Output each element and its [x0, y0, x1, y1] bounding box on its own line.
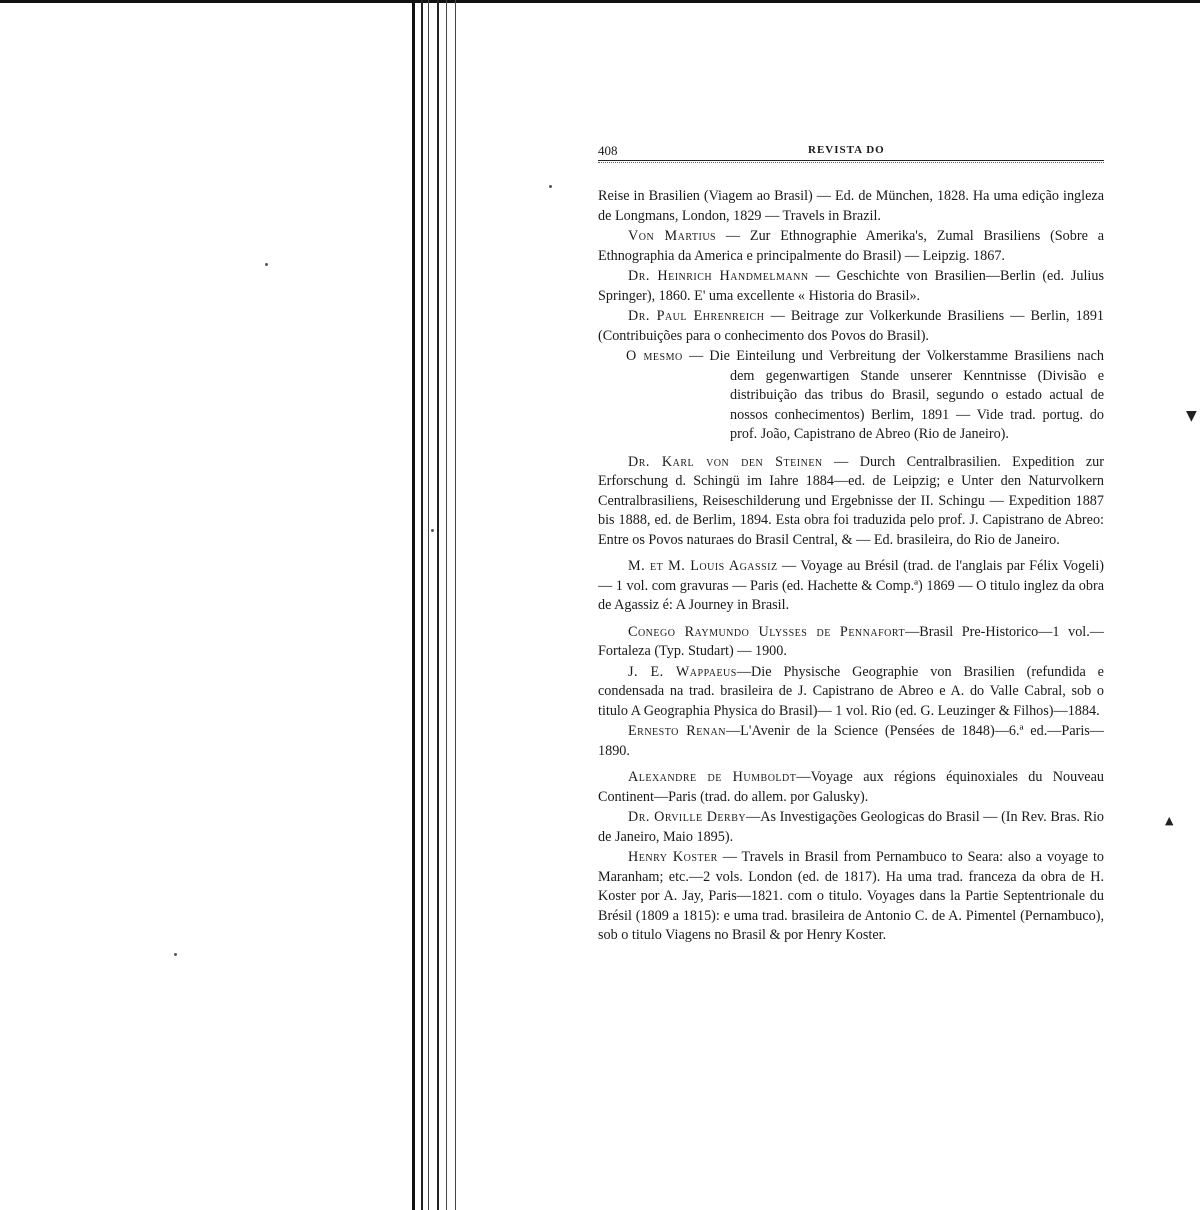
scan-speck	[174, 953, 177, 956]
entry-text: —Die Physische Geographie von Brasilien (refundida e condensada na trad. brasileira de J. Capistrano de Abreo e A. do Valle Cabral, sob o titulo A Geographia Physica do Brasil)— 1 vol. Rio (ed. G. Leuzinger & Filhos)—1884.	[598, 663, 1104, 719]
scan-top-edge	[0, 0, 1200, 3]
bibliography-entry	[598, 768, 1104, 807]
bibliography-list	[598, 187, 1104, 946]
entry-text: Reise in Brasilien (Viagem ao Brasil) — Ed. de München, 1828. Ha uma edição ingleza de Longmans, London, 1829 — Travels in Brazil.	[598, 188, 1104, 224]
entry-text: —Brasil Pre-Historico—1 vol.— Fortaleza (Typ. Studart) — 1900.	[598, 623, 1104, 659]
entry-text: — Geschichte von Brasilien—Berlin (ed. Julius Springer), 1860. E' uma excellente « Historia do Brasil».	[598, 268, 1104, 304]
bibliography-entry	[626, 347, 1105, 445]
bibliography-entry	[598, 848, 1104, 946]
entry-author: Dr. Karl von den Steinen	[628, 453, 823, 470]
bibliography-entry	[598, 307, 1104, 346]
bibliography-entry	[598, 663, 1104, 722]
entry-author: Ernesto Renan	[628, 723, 726, 739]
entry-text: — Zur Ethnographie Amerika's, Zumal Brasiliens (Sobre a Ethnographia da America e principalmente do Brasil) — Leipzig. 1867.	[598, 228, 1104, 264]
entry-text: — Travels in Brasil from Pernambuco to Seara: also a voyage to Maranham; etc.—2 vols. London (ed. de 1817). Ha uma trad. franceza da obra de H. Koster por A. Jay, Paris—1821. com o titulo. Voyages dans la Partie Septentrionale du Brésil (1809 a 1815): e uma trad. brasileira de Antonio C. de A. Pimentel (Pernambuco), sob o titulo Viagens no Brasil & por Henry Koster.	[598, 849, 1104, 943]
entry-author: Henry Koster	[628, 849, 718, 865]
bibliography-entry	[598, 227, 1104, 266]
entry-text: —Voyage aux régions équinoxiales du Nouveau Continent—Paris (trad. do allem. por Galusky).	[598, 769, 1104, 805]
entry-text: —L'Avenir de la Science (Pensées de 1848)—6.ª ed.—Paris—1890.	[598, 723, 1104, 759]
running-head	[598, 140, 1104, 160]
entry-author: Von Martius	[628, 228, 717, 244]
book-gutter-line	[437, 0, 439, 1210]
bibliography-entry	[598, 453, 1104, 551]
entry-author: M. et M. Louis Agassiz	[628, 558, 778, 574]
bibliography-entry	[598, 722, 1104, 761]
scan-speck	[265, 263, 268, 266]
page-number: 408	[598, 143, 618, 158]
book-gutter-line	[446, 0, 447, 1210]
bibliography-entry	[598, 623, 1104, 662]
entry-author: Conego Raymundo Ulysses de Pennafort	[628, 623, 906, 640]
entry-author: Dr. Paul Ehrenreich	[628, 308, 765, 324]
entry-author: Alexandre de Humboldt	[628, 769, 797, 785]
running-title: REVISTA DO	[808, 144, 885, 156]
scan-speck	[549, 185, 552, 188]
scan-speck	[431, 529, 434, 532]
bibliography-entry	[598, 557, 1104, 616]
entry-text: — Die Einteilung und Verbreitung der Volkerstamme Brasiliens nach dem gegenwartigen Stande unserer Kenntnisse (Divisão e distribuição das tribus do Brasil, segundo o estado actual de nossos conhecimentos) Berlim, 1891 — Vide trad. portug. do prof. João, Capistrano de Abreo (Rio de Janeiro).	[682, 348, 1105, 442]
entry-text: — Beitrage zur Volkerkunde Brasiliens — Berlin, 1891 (Contribuições para o conhecimento dos Povos do Brasil).	[598, 308, 1105, 344]
entry-author: Dr. Orville Derby	[628, 809, 747, 825]
margin-mark: ▼	[1186, 408, 1197, 424]
bibliography-entry	[598, 808, 1104, 847]
entry-text: —As Investigações Geologicas do Brasil — (In Rev. Bras. Rio de Janeiro, Maio 1895).	[598, 809, 1104, 845]
bibliography-entry	[598, 267, 1104, 306]
entry-text: — Durch Centralbrasilien. Expedition zur Erforschung d. Schingü im Iahre 1884—ed. de Leipzig; e Unter den Naturvolkern Centralbrasiliens, Reiseschilderung und Ergebnisse der II. Schingu — Expedition 1887 bis 1888, ed. de Berlim, 1894. Esta obra foi traduzida pelo prof. J. Capistrano de Abreo: Entre os Povos naturaes do Brasil Central, & — Ed. brasileira, do Rio de Janeiro.	[598, 453, 1104, 548]
entry-author: O mesmo	[626, 348, 683, 364]
bibliography-entry	[598, 187, 1104, 226]
book-gutter-line	[412, 0, 415, 1210]
entry-author: Dr. Heinrich Handmelmann	[628, 268, 809, 284]
book-gutter-line	[455, 0, 456, 1210]
margin-mark: ▲	[1165, 814, 1174, 827]
book-gutter-line	[421, 0, 423, 1210]
book-page	[598, 140, 1104, 947]
entry-author: J. E. Wappaeus	[628, 663, 737, 680]
header-rule	[598, 160, 1104, 163]
book-gutter-line	[428, 0, 429, 1210]
entry-text: — Voyage au Brésil (trad. de l'anglais par Félix Vogeli) — 1 vol. com gravuras — Paris (ed. Hachette & Comp.ª) 1869 — O titulo inglez da obra de Agassiz é: A Journey in Brasil.	[598, 558, 1104, 613]
